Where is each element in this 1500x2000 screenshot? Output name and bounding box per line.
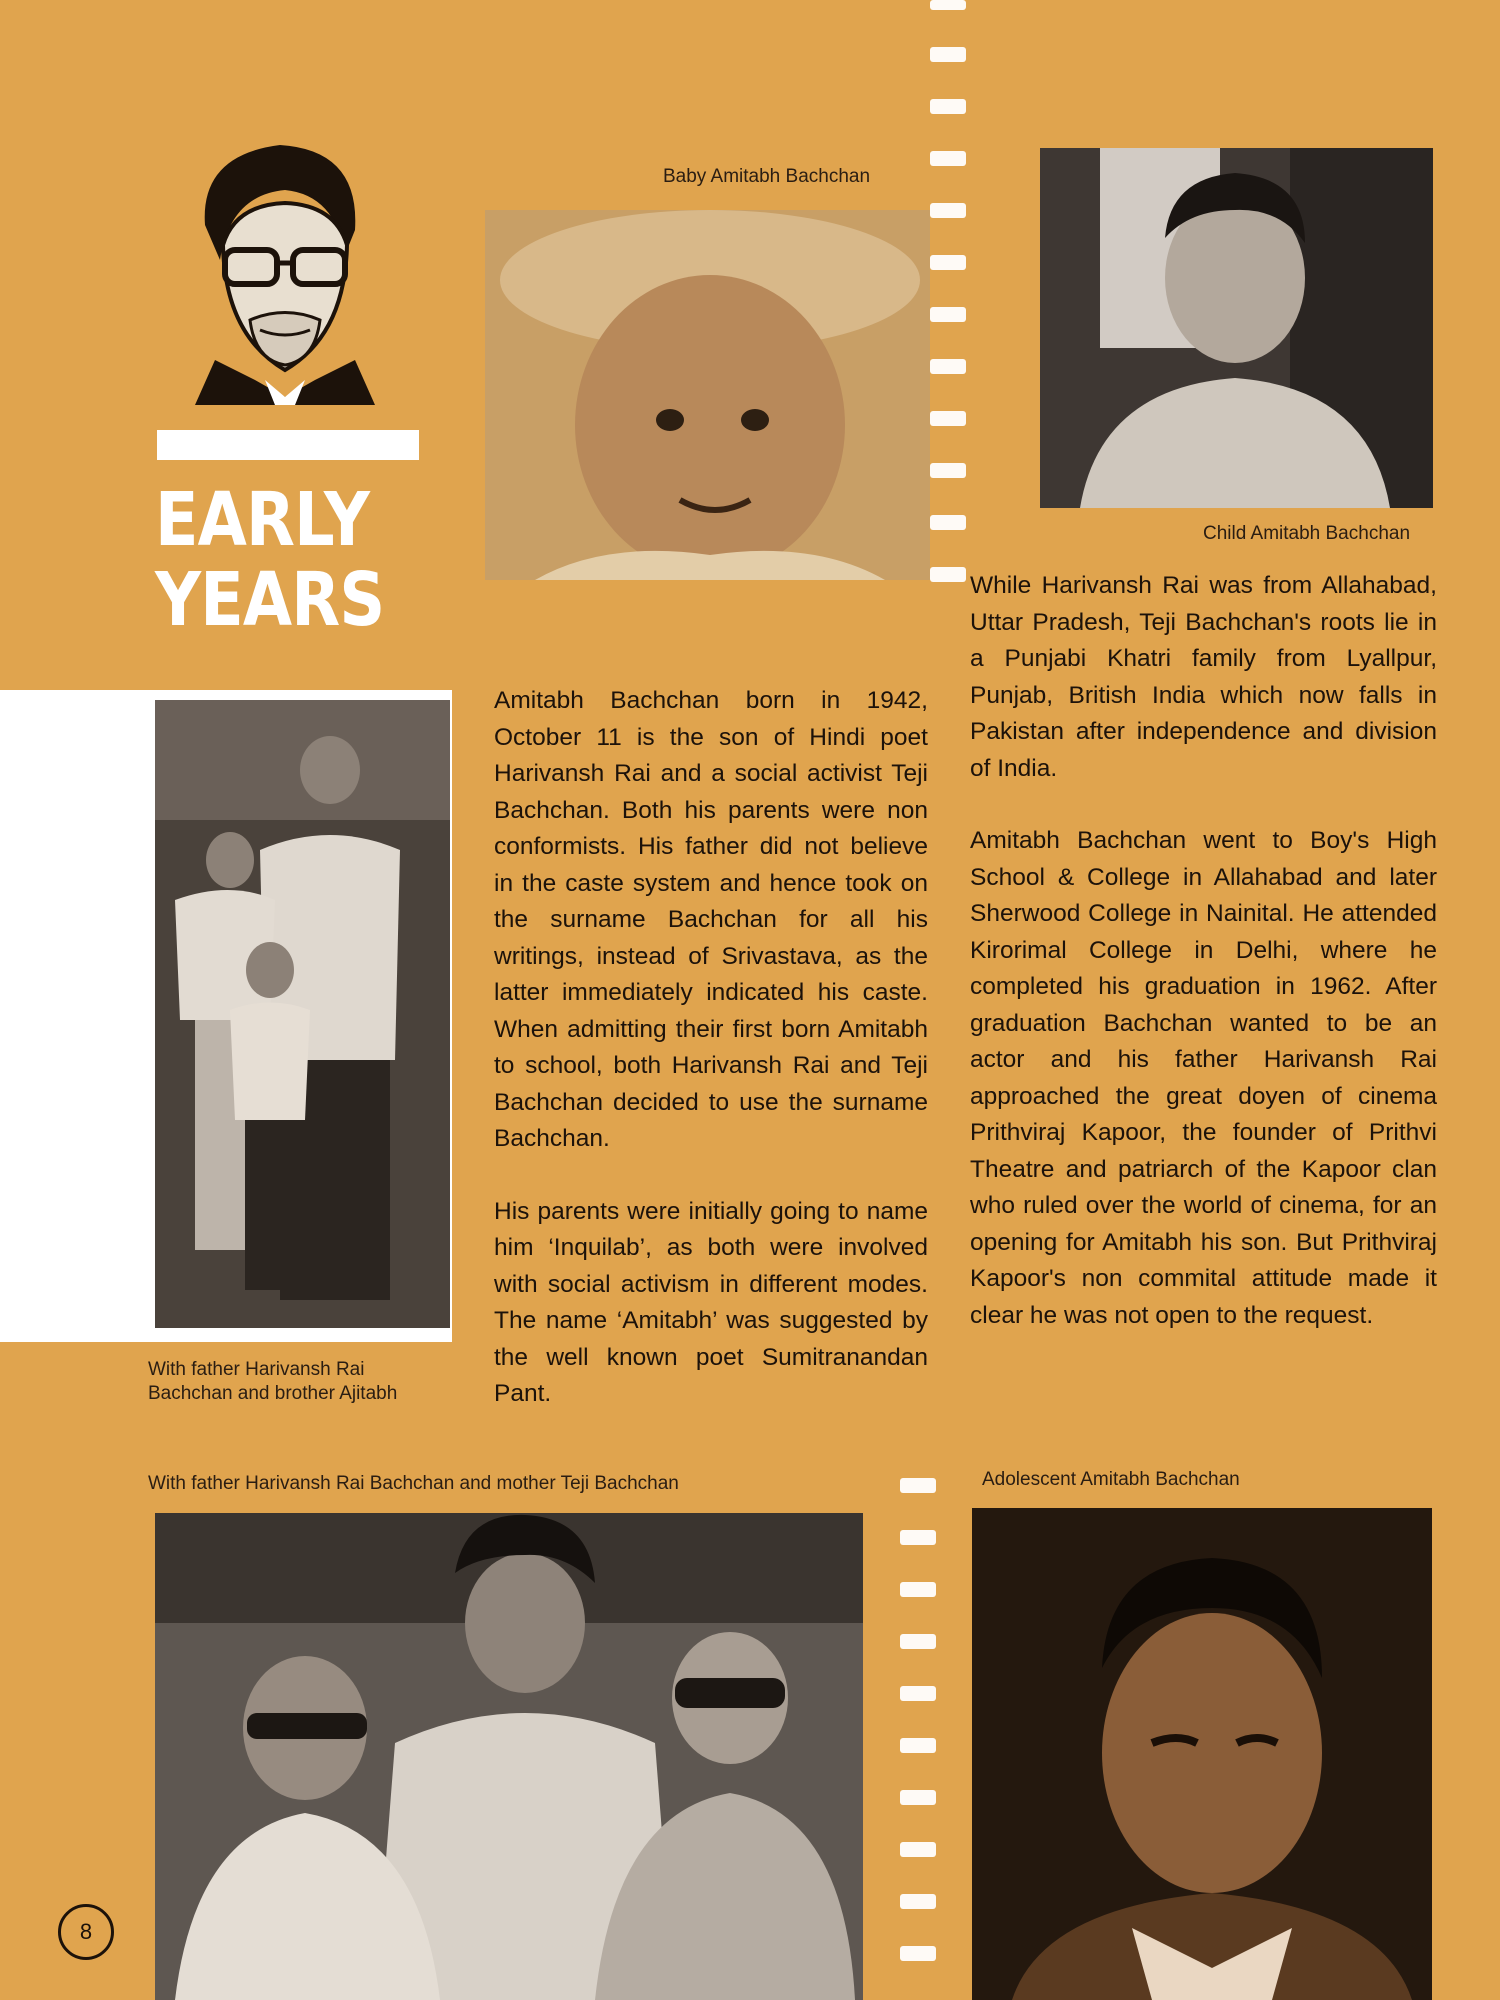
title-accent-bar (157, 430, 419, 460)
child-photo (1040, 148, 1433, 508)
amitabh-sketch-icon (185, 135, 385, 405)
child-photo-caption: Child Amitabh Bachchan (1203, 523, 1411, 544)
film-strip-top (930, 0, 966, 619)
parents-photo-caption: With father Harivansh Rai Bachchan and mother Teji Bachchan (148, 1473, 679, 1494)
film-strip-bottom (900, 1478, 936, 1998)
adolescent-photo-caption: Adolescent Amitabh Bachchan (982, 1469, 1240, 1490)
middle-column-text (494, 683, 928, 1413)
middle-paragraph-1: Amitabh Bachchan born in 1942, October 11 is the son of Hindi poet Harivansh Rai and a social activist Teji Bachchan. Both his parents were non conformists. His father did not believe in the caste system and hence took on the surname Bachchan for all his writings, instead of Srivastava, as the latter immediately indicated his caste. When admitting their first born Amitabh to school, both Harivansh Rai and Teji Bachchan decided to use the surname Bachchan. (494, 687, 928, 1152)
right-paragraph-1: While Harivansh Rai was from Allahabad, Uttar Pradesh, Teji Bachchan's roots lie in a Punjabi Khatri family from Lyallpur, Punjab, British India which now falls in Pakistan after independence and division of India. (970, 572, 1437, 782)
portrait-sketch (185, 135, 385, 405)
family-caption-line-1: With father Harivansh Rai (148, 1359, 365, 1380)
baby-photo (485, 210, 930, 580)
baby-photo-caption: Baby Amitabh Bachchan (663, 166, 871, 187)
section-title (155, 477, 413, 643)
title-line-2: YEARS (155, 557, 385, 643)
middle-paragraph-2: His parents were initially going to name him ‘Inquilab’, as both were involved with social activism in different modes. The name ‘Amitabh’ was suggested by the well known poet Sumitranandan Pant. (494, 1197, 928, 1407)
family-photo-caption (148, 1358, 448, 1406)
right-column-text (970, 568, 1437, 1334)
adolescent-photo (972, 1508, 1432, 2000)
family-caption-line-2: Bachchan and brother Ajitabh (148, 1383, 398, 1404)
right-paragraph-2: Amitabh Bachchan went to Boy's High School & College in Allahabad and later Sherwood College in Nainital. He attended Kirorimal College in Delhi, where he completed his graduation in 1962. After graduation Bachchan wanted to be an actor and his father Harivansh Rai approached the great doyen of cinema Prithviraj Kapoor, the founder of Prithvi Theatre and patriarch of the Kapoor clan who ruled over the world of cinema, for an opening for Amitabh his son. But Prithviraj Kapoor's non commital attitude made it clear he was not open to the request. (970, 827, 1437, 1329)
family-photo (155, 700, 450, 1328)
title-line-1: EARLY (155, 477, 370, 563)
parents-photo (155, 1513, 863, 2000)
page-number: 8 (58, 1904, 114, 1960)
